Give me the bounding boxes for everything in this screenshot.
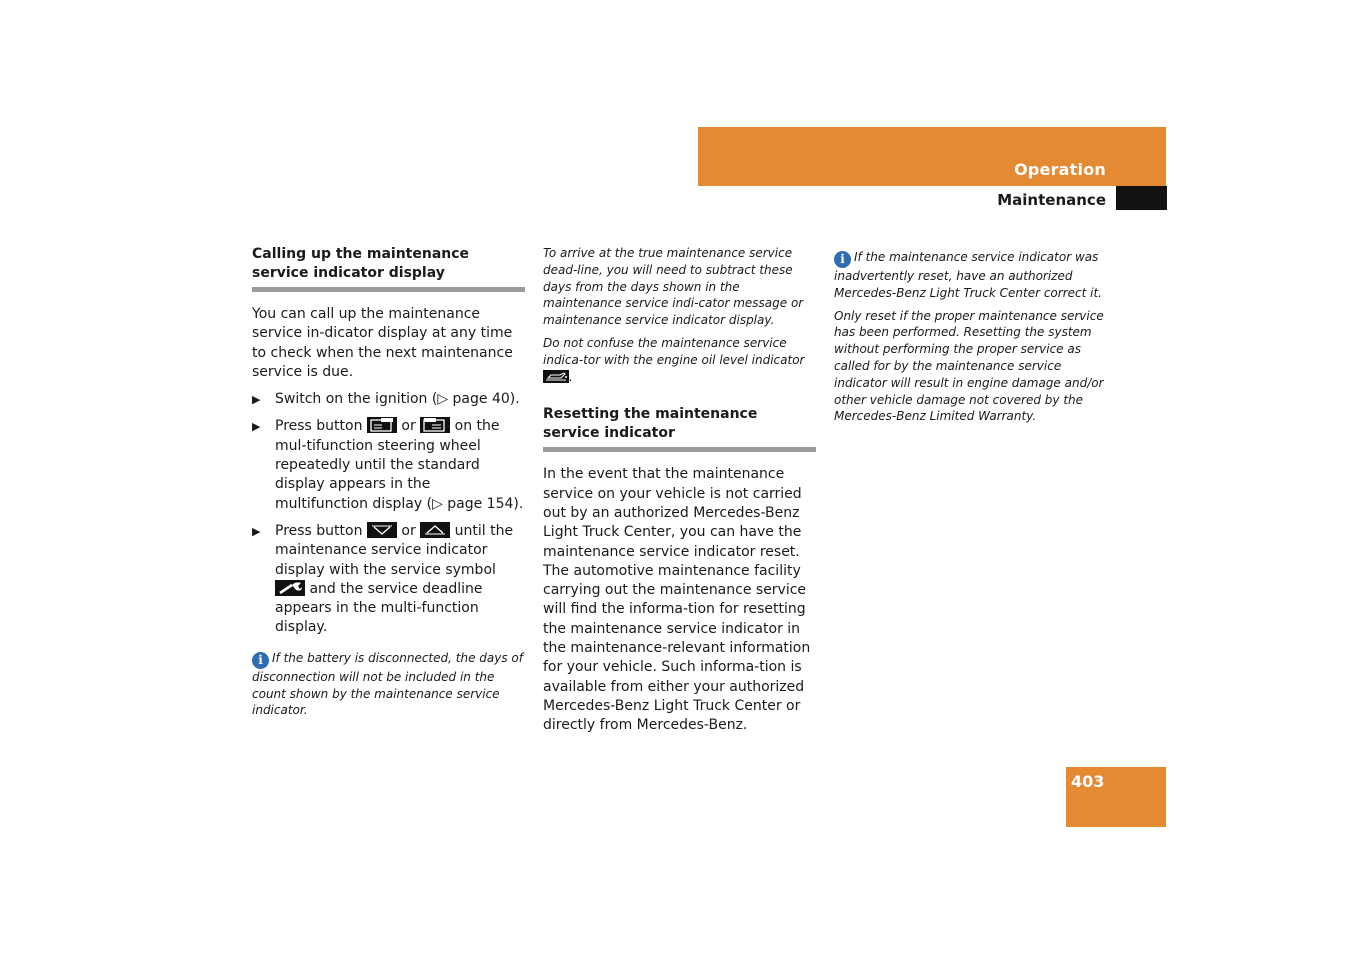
subtract-days-note: To arrive at the true maintenance service dead-line, you will need to subtract these days from the days shown in the maintenance service indi-cator message or maintenance service indicator display. <box>543 246 804 328</box>
step-text: until the maintenance service indicator display with the service symbol <box>275 522 514 578</box>
step-text: or <box>396 418 421 435</box>
triangle-right-icon <box>252 390 260 409</box>
section-title: Operation <box>1014 160 1106 179</box>
battery-note <box>252 650 525 719</box>
column-2 <box>543 245 816 736</box>
step-press-arrow-button <box>252 522 525 638</box>
resetting-paragraph: In the event that the maintenance service on your vehicle is not carried out by an authorized Mercedes-Benz Light Truck Center, you can have the maintenance service indicator reset. The automotive maintenance facility carrying out the maintenance service will find the informa-tion for resetting the maintenance service indicator in the maintenance-relevant information for your vehicle. Such informa-tion is available from either your authorized Mercedes-Benz Light Truck Center or directly from Mercedes-Benz. <box>543 466 811 734</box>
section-tab-marker <box>1116 186 1167 210</box>
display-forward-icon <box>367 417 397 433</box>
info-icon: i <box>252 652 269 669</box>
page-number: 403 <box>1071 772 1105 791</box>
step-text: or <box>396 522 421 539</box>
heading-resetting: Resetting the maintenance service indicator <box>543 405 816 452</box>
info-icon: i <box>834 251 851 268</box>
step-text: Press button <box>275 418 367 435</box>
oil-indicator-note <box>543 335 816 385</box>
inadvertent-reset-note <box>834 249 1107 302</box>
oil-can-icon <box>543 370 569 383</box>
step-text: on the mul-tifunction steering wheel repeatedly until the standard display appears in the multifunction display (▷ page 154). <box>275 418 524 512</box>
column-1 <box>252 245 525 719</box>
section-header-bar <box>698 127 1166 186</box>
arrow-up-key-icon <box>420 522 450 538</box>
display-back-icon <box>420 417 450 433</box>
subsection-title: Maintenance <box>997 191 1106 209</box>
triangle-right-icon <box>252 417 260 436</box>
note-text: If the battery is disconnected, the days of disconnection will not be included in the count shown by the maintenance service indicator. <box>252 650 523 718</box>
step-text: Press button <box>275 522 367 539</box>
step-text: Switch on the ignition (▷ page 40). <box>275 391 520 408</box>
step-text: and the service deadline appears in the multi-function display. <box>275 580 483 636</box>
arrow-down-key-icon <box>367 522 397 538</box>
note-text: . <box>569 369 573 384</box>
wrench-icon <box>275 580 305 596</box>
step-press-page-button <box>252 417 525 513</box>
note-text: If the maintenance service indicator was inadvertently reset, have an authorized Mercedes-Benz Light Truck Center correct it. <box>834 250 1102 300</box>
triangle-right-icon <box>252 522 260 541</box>
note-text: Do not confuse the maintenance service indica-tor with the engine oil level indicator <box>543 335 805 367</box>
heading-calling-up: Calling up the maintenance service indicator display <box>252 245 525 292</box>
step-ignition <box>252 390 525 409</box>
intro-paragraph: You can call up the maintenance service in-dicator display at any time to check when the next maintenance service is due. <box>252 306 513 380</box>
warranty-note: Only reset if the proper maintenance service has been performed. Resetting the system without performing the proper service as called for by the maintenance service indicator will result in engine damage and/or other vehicle damage not covered by the Mercedes-Benz Limited Warranty. <box>834 308 1104 424</box>
column-3 <box>834 249 1107 425</box>
page-number-box <box>1066 767 1166 827</box>
